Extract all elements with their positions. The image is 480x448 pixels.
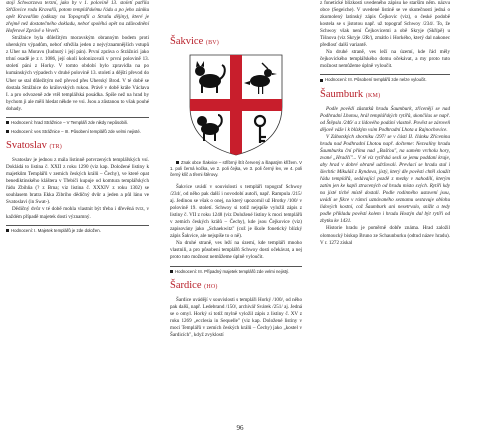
paragraph: Šakvice uvádí v souvislosti s templáři topograf Schwoy /234/, od něho pak další i novodobí autoři, např. Rampula /215/ aj. Jedinou se však o onej, na který upozornil už Hrotky /100/ v polovině 19. století. Schwoy si totiž nejspíše vyložil zápis z listiny č. VII z roku 1248 (viz Doložené listiny k moci templářů v zemích českých králů – Čechy), kde jsou Čejkovice (viz) zapisovány jako „Schaekwitz" (což je škole fonetický blízký zápis Šakvice, ale nejspíše to o ně). [170, 184, 302, 240]
heading-district-code: (KM) [365, 92, 381, 99]
heading-name: Šardice [170, 279, 202, 291]
assessment-note [6, 129, 149, 135]
bullet-square-icon [6, 229, 9, 232]
figure-caption [170, 160, 302, 178]
note-text: Hodnocení: ves Strážnice – III. Působení templářů zde velmi nejisté. [11, 128, 141, 134]
paragraph: stojí Schwarzova terzní, jako by v 1. polovině 13. století patřila Střížovice rodu Kravařů, potom templářskému řádu a po jeho zániku opět Kravařům (odkazy na Topografii a Straňu dějiny), které je zřejmě než dostatečného dokladu, neboť spoléhá opět na zdůvodnění Hoferové Zprávě o Veveří. [6, 0, 149, 35]
divider [170, 266, 302, 267]
page-number: 96 [236, 424, 244, 432]
assessment-note [170, 269, 302, 275]
divider [6, 225, 149, 226]
assessment-note [6, 120, 149, 126]
note-text: Hodnocení: III. Případný majetek templářů zde velmi nejistý. [175, 268, 290, 274]
divider [6, 117, 149, 118]
note-text: Hodnocení: I. Majetek templářů je zde doložen. [11, 227, 101, 233]
heading-district-code: (TR) [49, 144, 62, 151]
paragraph: Na druhé straně, ves leží na území, kde řád měly čejkovického templářského domu očekávat, a my proto tuto možnost nemůžeme úplně vyloučit. [320, 49, 450, 70]
paragraph: V Záhotských sborníku /297/ se v části II. článku Zřícenina hradu nad Podhradní Lhotou např. dočteme: Nezvalíny hradu Šaumburku ční příma nad „Bašťou", na samém vrcholu hory, zvané „Hradčí"... V té víz rytířská sesli se jemu poddaní kraje, aby hrad v dobré obraně udržovali. Prevlací se hradu stal i šlechtic Mikuláš z Ryndova, jistý, který dle pověsti chtěl sloužit řádu templářů, sedávající pozdě z mezky v nahodilí, kterým zatím jen ke kapli ztracených od hradu místo svých. Rytíři kdy na jisté tiché místě dostali. Podle rodinného ustavení jsou, uvádí se fikce v rámci uznávaného seznamu sestavuje oblohu lidových kostní, což Šaumburk ani nesetrvalo, snížit a tedy podle příkladu pověstí kolem i hradu Hostýn dal být rytíři od zbytku ke 1431. [320, 133, 450, 225]
heading-name: Svatoslav [6, 140, 47, 152]
paragraph: Podle povědí zůstatků hradu Šaumburk, zřícenějí se nad Podhradní Lhotou, hrál templářských rytířů, skončilas se např. od Štěpsla /246/ a z lidového podání vlastně. Pověst se zároveň dějově váže i k blízkým vsím Podhradní Lhota a Rajnochovice. [320, 105, 450, 133]
entry-heading [170, 36, 302, 49]
entry-heading [170, 280, 302, 293]
heading-district-code: (BV) [205, 40, 220, 46]
assessment-note [320, 77, 450, 83]
paragraph: Šardice uvádějí v souvislosti s templáři Horký /100/, od něho pak další, např. Ledebrand /150/, archivář Svárek /251/ aj. Jedná se o omyl. Horký si totiž mylně vyložil zápis z listiny č. XV z roku 1269 „ecclesia in Sequelle" (viz kap. Doložené listiny v moci Templářů v zemích českých králů – Čechy) jako „kostel v Šardicích", když zvyklostí [170, 296, 302, 338]
entry-heading [6, 140, 149, 153]
heading-name: Šaumburk [320, 88, 364, 100]
divider [320, 74, 450, 75]
assessment-note [6, 228, 149, 234]
bullet-square-icon [320, 79, 323, 82]
bullet-square-icon [170, 270, 173, 273]
caption-text: Znak obce Šakvice – stříbrný štít červený a šlapatým křížem. V 1. poli černá kočka, ve 2. poli čejka, ve 3. poli černý lev, ve 4. poli černý klíč a třemi štěrovy. [170, 160, 302, 177]
paragraph: Strážnice byla důležitým moravským obranným bodem proti uherským výpadům, neboť střežila jeden z nejvýznamnějších vstupů z Uher na Moravu (Iudnutý i její pán). První zpráva o Strážnici jako trhní osadě je z r. 1086, její okolí kolonizovali v první polovině 13. století páni z Horky. V tomto období bylo zpravidla na po kumánských výpadech v druhé polovině 13. století a dějští převod do Uher se stal důležitým než převod přes Uherský Brod. V té době se dostala Strážnice do královských rukou. Právě v době krále Václava I. a pro odvozeně zde vtěl templářská posádka. Spíše než na hrad by bychom ji ale měli hledat někde ve vsi. Jsou a zůstanou to však pouhé dohady. [6, 35, 149, 112]
column-middle [170, 0, 302, 339]
coat-of-arms-image [188, 53, 284, 157]
paragraph: Svatoslav je jednou z mála listinně potvrzených templářských vsí. Dokládá to listina č. XXII z roku 1290 (viz kap. Doložené listiny k majetkům Templářů v zemích českých králů – Čechy), ve které opat benediktinského kláštera v Třebíči kupuje od komtura templářských řádu Zbihňa (? z Brna; viz listina č. XXXIV z roku 1302) se souhlasem bratra Ekka Zibrího dědičný dvůr a jeden a půl lánu ve Svatoslavi (in Swat-). [6, 157, 149, 206]
heading-name: Šakvice [170, 36, 204, 47]
note-text: Hodnocení: hrad Strážnice – V Templáři zde nikdy nepůsobili. [11, 119, 128, 125]
paragraph: Dědičný dvůr v té době mohla vlastnit být třeba i dřevěná tvrz, v každém případě majetek dosti významný. [6, 206, 149, 220]
note-text: Hodnocení: III. Působení templářů zde nelze vyloučit. [325, 77, 427, 83]
paragraph: Historie hradu je poměrně dobře známa. Hrad založil olomoucký biskup Bruno ze Schaunburku (odtud název hradu). V r. 1272 získal [320, 225, 450, 246]
paragraph: z fonetické blízkosti uvedeného zápisu ke starším něm. názvu obce (Segeiche). V uvedené listině se ve skutečnosti jedná o zkomolený latinský zápis Čejkovic (viz), o české podobě kostela se s jistotou např. už topograf Schwoy /234/. To, že Schwoy však není Čejkovicemi a obě Skryje (Skřípě) u Tišnova (viz Skryje /2R/), zmátlo i Horkého, který dal nakonec předlosť další variantě. [320, 0, 450, 49]
bullet-square-icon [176, 161, 179, 164]
bullet-square-icon [6, 130, 9, 133]
entry-heading [320, 89, 450, 102]
coat-of-arms [170, 53, 302, 157]
paragraph: Na druhé straně, ves leží na území, kde templáři mnoho vlastnili, a pro působení templářů Schwoy dosti očekávat, a nej proto tuto možnost nemůžeme úplně vyloučit. [170, 240, 302, 261]
column-right [320, 0, 450, 247]
column-left [6, 0, 149, 237]
bullet-square-icon [6, 121, 9, 124]
heading-district-code: (HO) [204, 283, 218, 290]
